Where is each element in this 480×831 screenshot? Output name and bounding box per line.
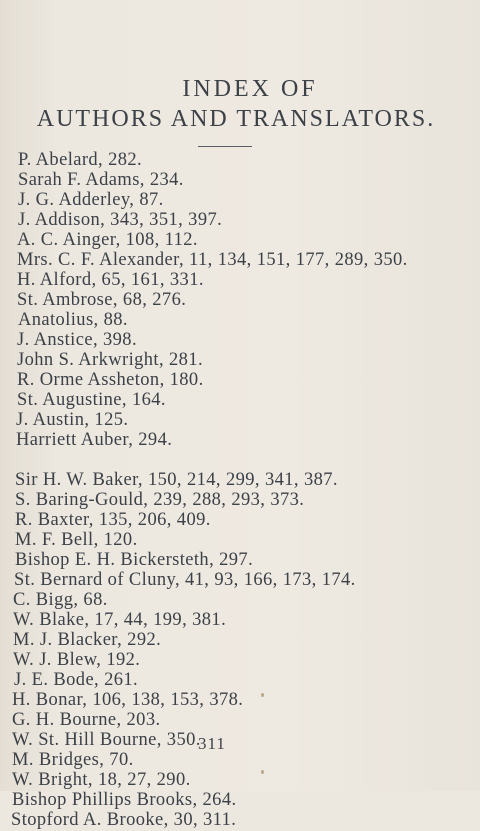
index-entry: W. St. Hill Bourne, 350. [12, 730, 201, 750]
index-entry: St. Bernard of Cluny, 41, 93, 166, 173, 174. [14, 570, 356, 590]
index-entry: H. Alford, 65, 161, 331. [17, 270, 204, 290]
heading-line-2: AUTHORS AND TRANSLATORS. [36, 106, 436, 132]
index-entry: John S. Arkwright, 281. [17, 350, 203, 370]
index-entry: R. Orme Assheton, 180. [17, 370, 204, 390]
index-entry: M. F. Bell, 120. [15, 530, 138, 550]
index-entry: C. Bigg, 68. [13, 590, 108, 610]
index-entry: St. Augustine, 164. [17, 390, 166, 410]
index-entry: J. Addison, 343, 351, 397. [18, 210, 223, 230]
index-entry: H. Bonar, 106, 138, 153, 378. [12, 690, 244, 710]
index-entry: Sarah F. Adams, 234. [18, 170, 184, 190]
index-entry: J. G. Adderley, 87. [18, 190, 164, 210]
index-entry: Bishop Phillips Brooks, 264. [12, 790, 237, 810]
index-entry: G. H. Bourne, 203. [12, 710, 161, 730]
index-entry: A. C. Ainger, 108, 112. [17, 230, 198, 250]
index-entry: M. J. Blacker, 292. [13, 630, 162, 650]
paper-speck [261, 770, 264, 774]
index-entry: J. E. Bode, 261. [14, 670, 139, 690]
index-entry: Mrs. C. F. Alexander, 11, 134, 151, 177, 289, 350. [17, 250, 408, 270]
index-entry: J. Austin, 125. [16, 410, 129, 430]
index-entry: Bishop E. H. Bickersteth, 297. [15, 550, 254, 570]
index-entry: W. Bright, 18, 27, 290. [12, 770, 191, 790]
heading-line-1: INDEX OF [182, 76, 318, 102]
index-entry: Stopford A. Brooke, 30, 311. [11, 810, 237, 830]
page-number: 311 [198, 734, 226, 753]
index-entry: St. Ambrose, 68, 276. [17, 290, 187, 310]
index-entry: W. Blake, 17, 44, 199, 381. [13, 610, 227, 630]
index-entry: P. Abelard, 282. [18, 150, 143, 170]
heading-rule [198, 146, 252, 147]
index-entry: M. Bridges, 70. [12, 750, 134, 770]
index-entry: Harriett Auber, 294. [16, 430, 173, 450]
index-entry: R. Baxter, 135, 206, 409. [15, 510, 211, 530]
index-entry: J. Anstice, 398. [17, 330, 137, 350]
paper-speck [261, 693, 264, 697]
index-entry: W. J. Blew, 192. [13, 650, 141, 670]
index-entry: Sir H. W. Baker, 150, 214, 299, 341, 387. [15, 470, 338, 490]
index-entry: Anatolius, 88. [18, 310, 128, 330]
index-entry: S. Baring-Gould, 239, 288, 293, 373. [15, 490, 305, 510]
